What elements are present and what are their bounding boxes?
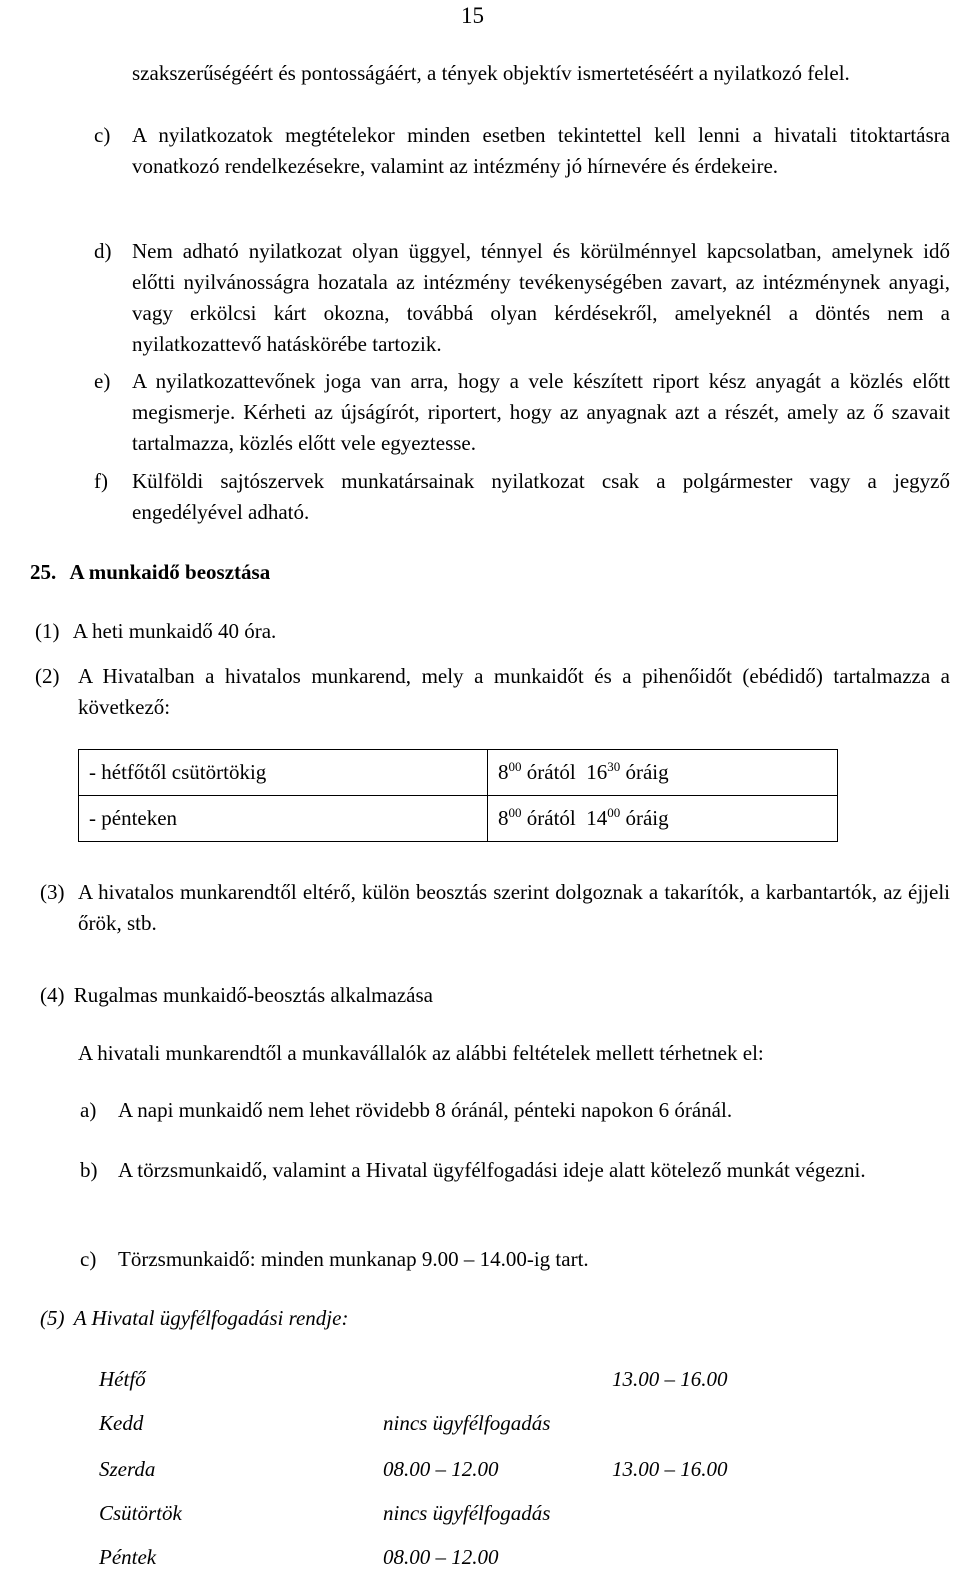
section-number: 25. — [30, 560, 57, 584]
paragraph-5 — [40, 1303, 348, 1334]
paragraph-text: Rugalmas munkaidő-beosztás alkalmazása — [73, 983, 433, 1007]
schedule-day: - hétfőtől csütörtökig — [79, 750, 488, 796]
list-item-text: Nem adható nyilatkozat olyan üggyel, ténnyel és körülménnyel kapcsolatban, amelynek idő előtti nyilvánosságra hozatala az intézmény tevékenységében zavart, az intézménynek anyagi, vagy erkölcsi kárt okozna, továbbá olyan kérdésekről, amelyeknél a döntés nem a nyilatkozattevő hatáskörébe tartozik. — [132, 239, 950, 356]
paragraph-label: (5) — [40, 1306, 65, 1330]
schedule-day: - pénteken — [79, 796, 488, 842]
list-item-c — [94, 120, 950, 182]
page-number: 15 — [461, 3, 484, 28]
paragraph-text: A Hivatalban a hivatalos munkarend, mely a munkaidőt és a pihenőidőt (ebédidő) tartalmazza a következő: — [78, 664, 950, 719]
office-day: Péntek — [99, 1545, 157, 1569]
list-item-d — [94, 236, 950, 360]
office-morning: nincs ügyfélfogadás — [383, 1411, 551, 1435]
paragraph-3 — [40, 877, 950, 939]
section-title: A munkaidő beosztása — [69, 560, 271, 584]
list-item-label: e) — [94, 369, 111, 393]
list-item-label: a) — [80, 1098, 97, 1122]
list-item-text: A törzsmunkaidő, valamint a Hivatal ügyfélfogadási ideje alatt kötelező munkát végezni. — [118, 1158, 866, 1182]
schedule-hours: $8^{00}$ órától $14^{00}$ óráig — [488, 796, 838, 842]
office-hours-row — [99, 1408, 799, 1439]
office-hours-row — [99, 1542, 799, 1573]
paragraph-2 — [35, 661, 950, 723]
work-schedule-table — [78, 749, 838, 842]
paragraph-4-intro: A hivatali munkarendtől a munkavállalók az alábbi feltételek mellett térhetnek el: — [78, 1041, 764, 1065]
list-item-label: b) — [80, 1158, 98, 1182]
schedule-hours: $8^{00}$ órától $16^{30}$ óráig — [488, 750, 838, 796]
paragraph-label: (2) — [35, 664, 60, 688]
paragraph-label: (4) — [40, 983, 65, 1007]
list-item-4a — [80, 1095, 950, 1126]
office-morning: 08.00 – 12.00 — [383, 1457, 499, 1481]
office-afternoon: 13.00 – 16.00 — [612, 1457, 728, 1481]
table-row — [79, 750, 838, 796]
office-hours-row — [99, 1364, 799, 1395]
section-heading — [30, 557, 270, 588]
office-morning: 08.00 – 12.00 — [383, 1545, 499, 1569]
list-item-label: c) — [80, 1247, 97, 1271]
list-item-4c — [80, 1244, 950, 1275]
paragraph-text: A Hivatal ügyfélfogadási rendje: — [73, 1306, 349, 1330]
list-item-e — [94, 366, 950, 459]
list-item-text: Törzsmunkaidő: minden munkanap 9.00 – 14.00-ig tart. — [118, 1247, 589, 1271]
list-item-text: A nyilatkozattevőnek joga van arra, hogy a vele készített riport kész anyagát a közlés előtt megismerje. Kérheti az újságírót, riportert, hogy az anyagnak azt a részét, amely az ő szavait tartalmazza, közlés előtt vele egyeztesse. — [132, 369, 950, 455]
paragraph-4 — [40, 980, 433, 1011]
list-item-f — [94, 466, 950, 528]
paragraph-1 — [35, 616, 276, 647]
office-hours-row — [99, 1454, 799, 1485]
office-day: Szerda — [99, 1457, 156, 1481]
office-day: Hétfő — [99, 1367, 146, 1391]
list-item-text: A nyilatkozatok megtételekor minden esetben tekintettel kell lenni a hivatali titoktartásra vonatkozó rendelkezésekre, valamint az intézmény jó hírnevére és érdekeire. — [132, 123, 950, 178]
list-item-label: c) — [94, 123, 111, 147]
office-day: Csütörtök — [99, 1501, 182, 1525]
office-afternoon: 13.00 – 16.00 — [612, 1367, 728, 1391]
paragraph-label: (1) — [35, 619, 60, 643]
office-day: Kedd — [99, 1411, 144, 1435]
paragraph-text: A heti munkaidő 40 óra. — [72, 619, 277, 643]
paragraph-text: A hivatalos munkarendtől eltérő, külön beosztás szerint dolgoznak a takarítók, a karbantartók, az éjjeli őrök, stb. — [78, 880, 950, 935]
office-hours-row — [99, 1498, 799, 1529]
list-item-text: A napi munkaidő nem lehet rövidebb 8 óránál, pénteki napokon 6 óránál. — [118, 1098, 733, 1122]
continuation-paragraph: szakszerűségéért és pontosságáért, a tények objektív ismertetéséért a nyilatkozó felel. — [132, 61, 850, 85]
list-item-label: f) — [94, 469, 108, 493]
list-item-label: d) — [94, 239, 112, 263]
list-item-text: Külföldi sajtószervek munkatársainak nyilatkozat csak a polgármester vagy a jegyző engedélyével adható. — [132, 469, 950, 524]
list-item-4b — [80, 1155, 950, 1186]
paragraph-label: (3) — [40, 880, 65, 904]
office-morning: nincs ügyfélfogadás — [383, 1501, 551, 1525]
table-row — [79, 796, 838, 842]
